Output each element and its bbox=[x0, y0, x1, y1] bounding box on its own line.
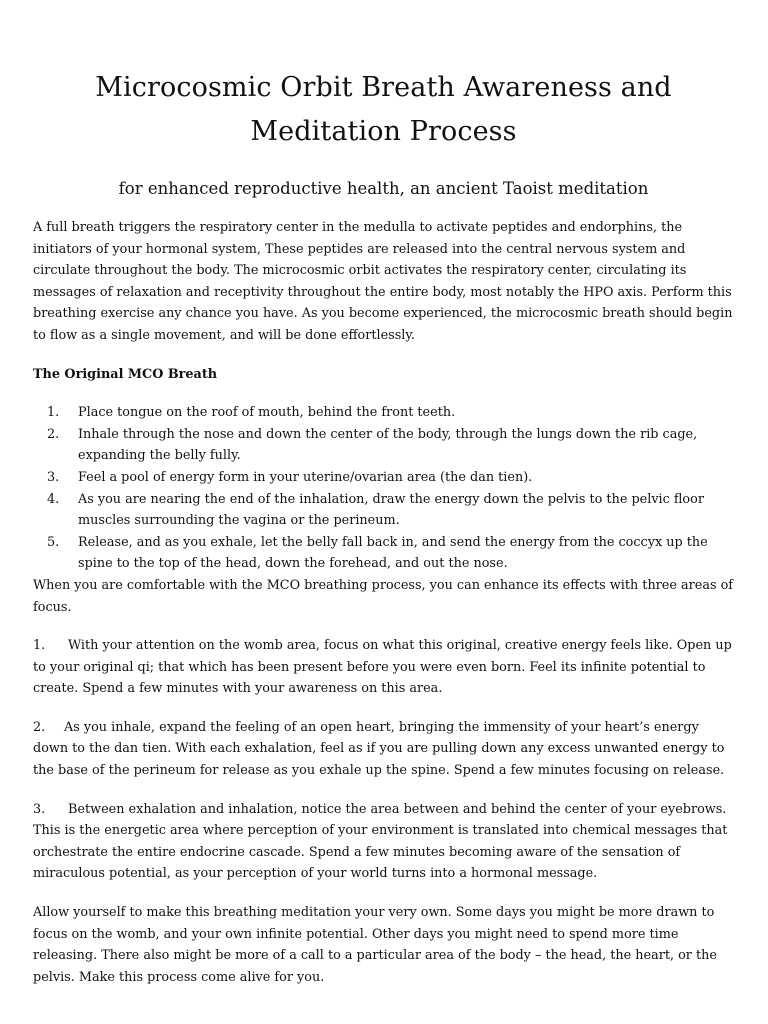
focus-text: Between exhalation and inhalation, notice the area between and behind the center of your eyebrows. This is the energetic area where perception of your environment is translated into chemical messages that orchestrate the entire endocrine cascade. Spend a few minutes becoming aware of the sensation of miraculous potential, as your perception of your world turns into a hormonal message. bbox=[33, 801, 728, 882]
title-line-1: Microcosmic Orbit Breath Awareness and bbox=[95, 72, 672, 103]
step-text: Place tongue on the roof of mouth, behind the front teeth. bbox=[78, 405, 456, 421]
focus-item bbox=[33, 635, 734, 700]
title-line-2: Meditation Process bbox=[250, 116, 517, 147]
focus-item bbox=[33, 717, 734, 782]
step-number: 1. bbox=[47, 405, 60, 421]
step-number: 4. bbox=[47, 491, 60, 507]
focus-number: 2. bbox=[33, 719, 46, 735]
step-text: As you are nearing the end of the inhalation, draw the energy down the pelvis to the pelvic floor muscles surrounding the vagina or the perineum. bbox=[78, 491, 704, 529]
section-heading: The Original MCO Breath bbox=[33, 366, 218, 382]
focus-intro-paragraph: When you are comfortable with the MCO breathing process, you can enhance its effects with three areas of focus. bbox=[33, 577, 734, 615]
focus-text: As you inhale, expand the feeling of an open heart, bringing the immensity of your heart’s energy down to the dan tien. With each exhalation, feel as if you are pulling down any excess unwanted energy to the base of the perineum for release as you exhale up the spine. Spend a few minutes focusing on release. bbox=[33, 719, 725, 779]
list-item bbox=[33, 532, 734, 575]
list-item bbox=[33, 424, 734, 467]
focus-number: 3. bbox=[33, 801, 46, 817]
intro-paragraph: A full breath triggers the respiratory center in the medulla to activate peptides and endorphins, the initiators of your hormonal system, These peptides are released into the central nervous system and circulate throughout the body. The microcosmic orbit activates the respiratory center, circulating its messages of relaxation and receptivity throughout the entire body, most notably the HPO axis. Perform this breathing exercise any chance you have. As you become experienced, the microcosmic breath should begin to flow as a single movement, and will be done effortlessly. bbox=[33, 220, 733, 343]
step-text: Release, and as you exhale, let the belly fall back in, and send the energy from the coccyx up the spine to the top of the head, down the forehead, and out the nose. bbox=[78, 534, 708, 572]
breath-steps-list bbox=[33, 402, 734, 575]
closing-paragraph: Allow yourself to make this breathing meditation your very own. Some days you might be more drawn to focus on the womb, and your own infinite potential. Other days you might need to spend more time releasing. There also might be more of a call to a particular area of the body – the head, the heart, or the pelvis. Make this process come alive for you. bbox=[33, 905, 717, 985]
page-subtitle: for enhanced reproductive health, an ancient Taoist meditation bbox=[118, 179, 649, 198]
focus-item bbox=[33, 799, 734, 885]
focus-text: With your attention on the womb area, focus on what this original, creative energy feels like. Open up to your original qi; that which has been present before you were even born. Feel its infinite potential to create. Spend a few minutes with your awareness on this area. bbox=[33, 638, 732, 697]
step-text: Feel a pool of energy form in your uterine/ovarian area (the dan tien). bbox=[78, 469, 533, 485]
list-item bbox=[33, 489, 734, 532]
step-text: Inhale through the nose and down the center of the body, through the lungs down the rib cage, expanding the belly fully. bbox=[78, 426, 698, 464]
step-number: 5. bbox=[47, 534, 60, 550]
step-number: 2. bbox=[47, 426, 60, 442]
page-title bbox=[33, 66, 734, 154]
focus-number: 1. bbox=[33, 638, 46, 654]
list-item bbox=[33, 467, 734, 489]
step-number: 3. bbox=[47, 469, 60, 485]
list-item bbox=[33, 402, 734, 424]
